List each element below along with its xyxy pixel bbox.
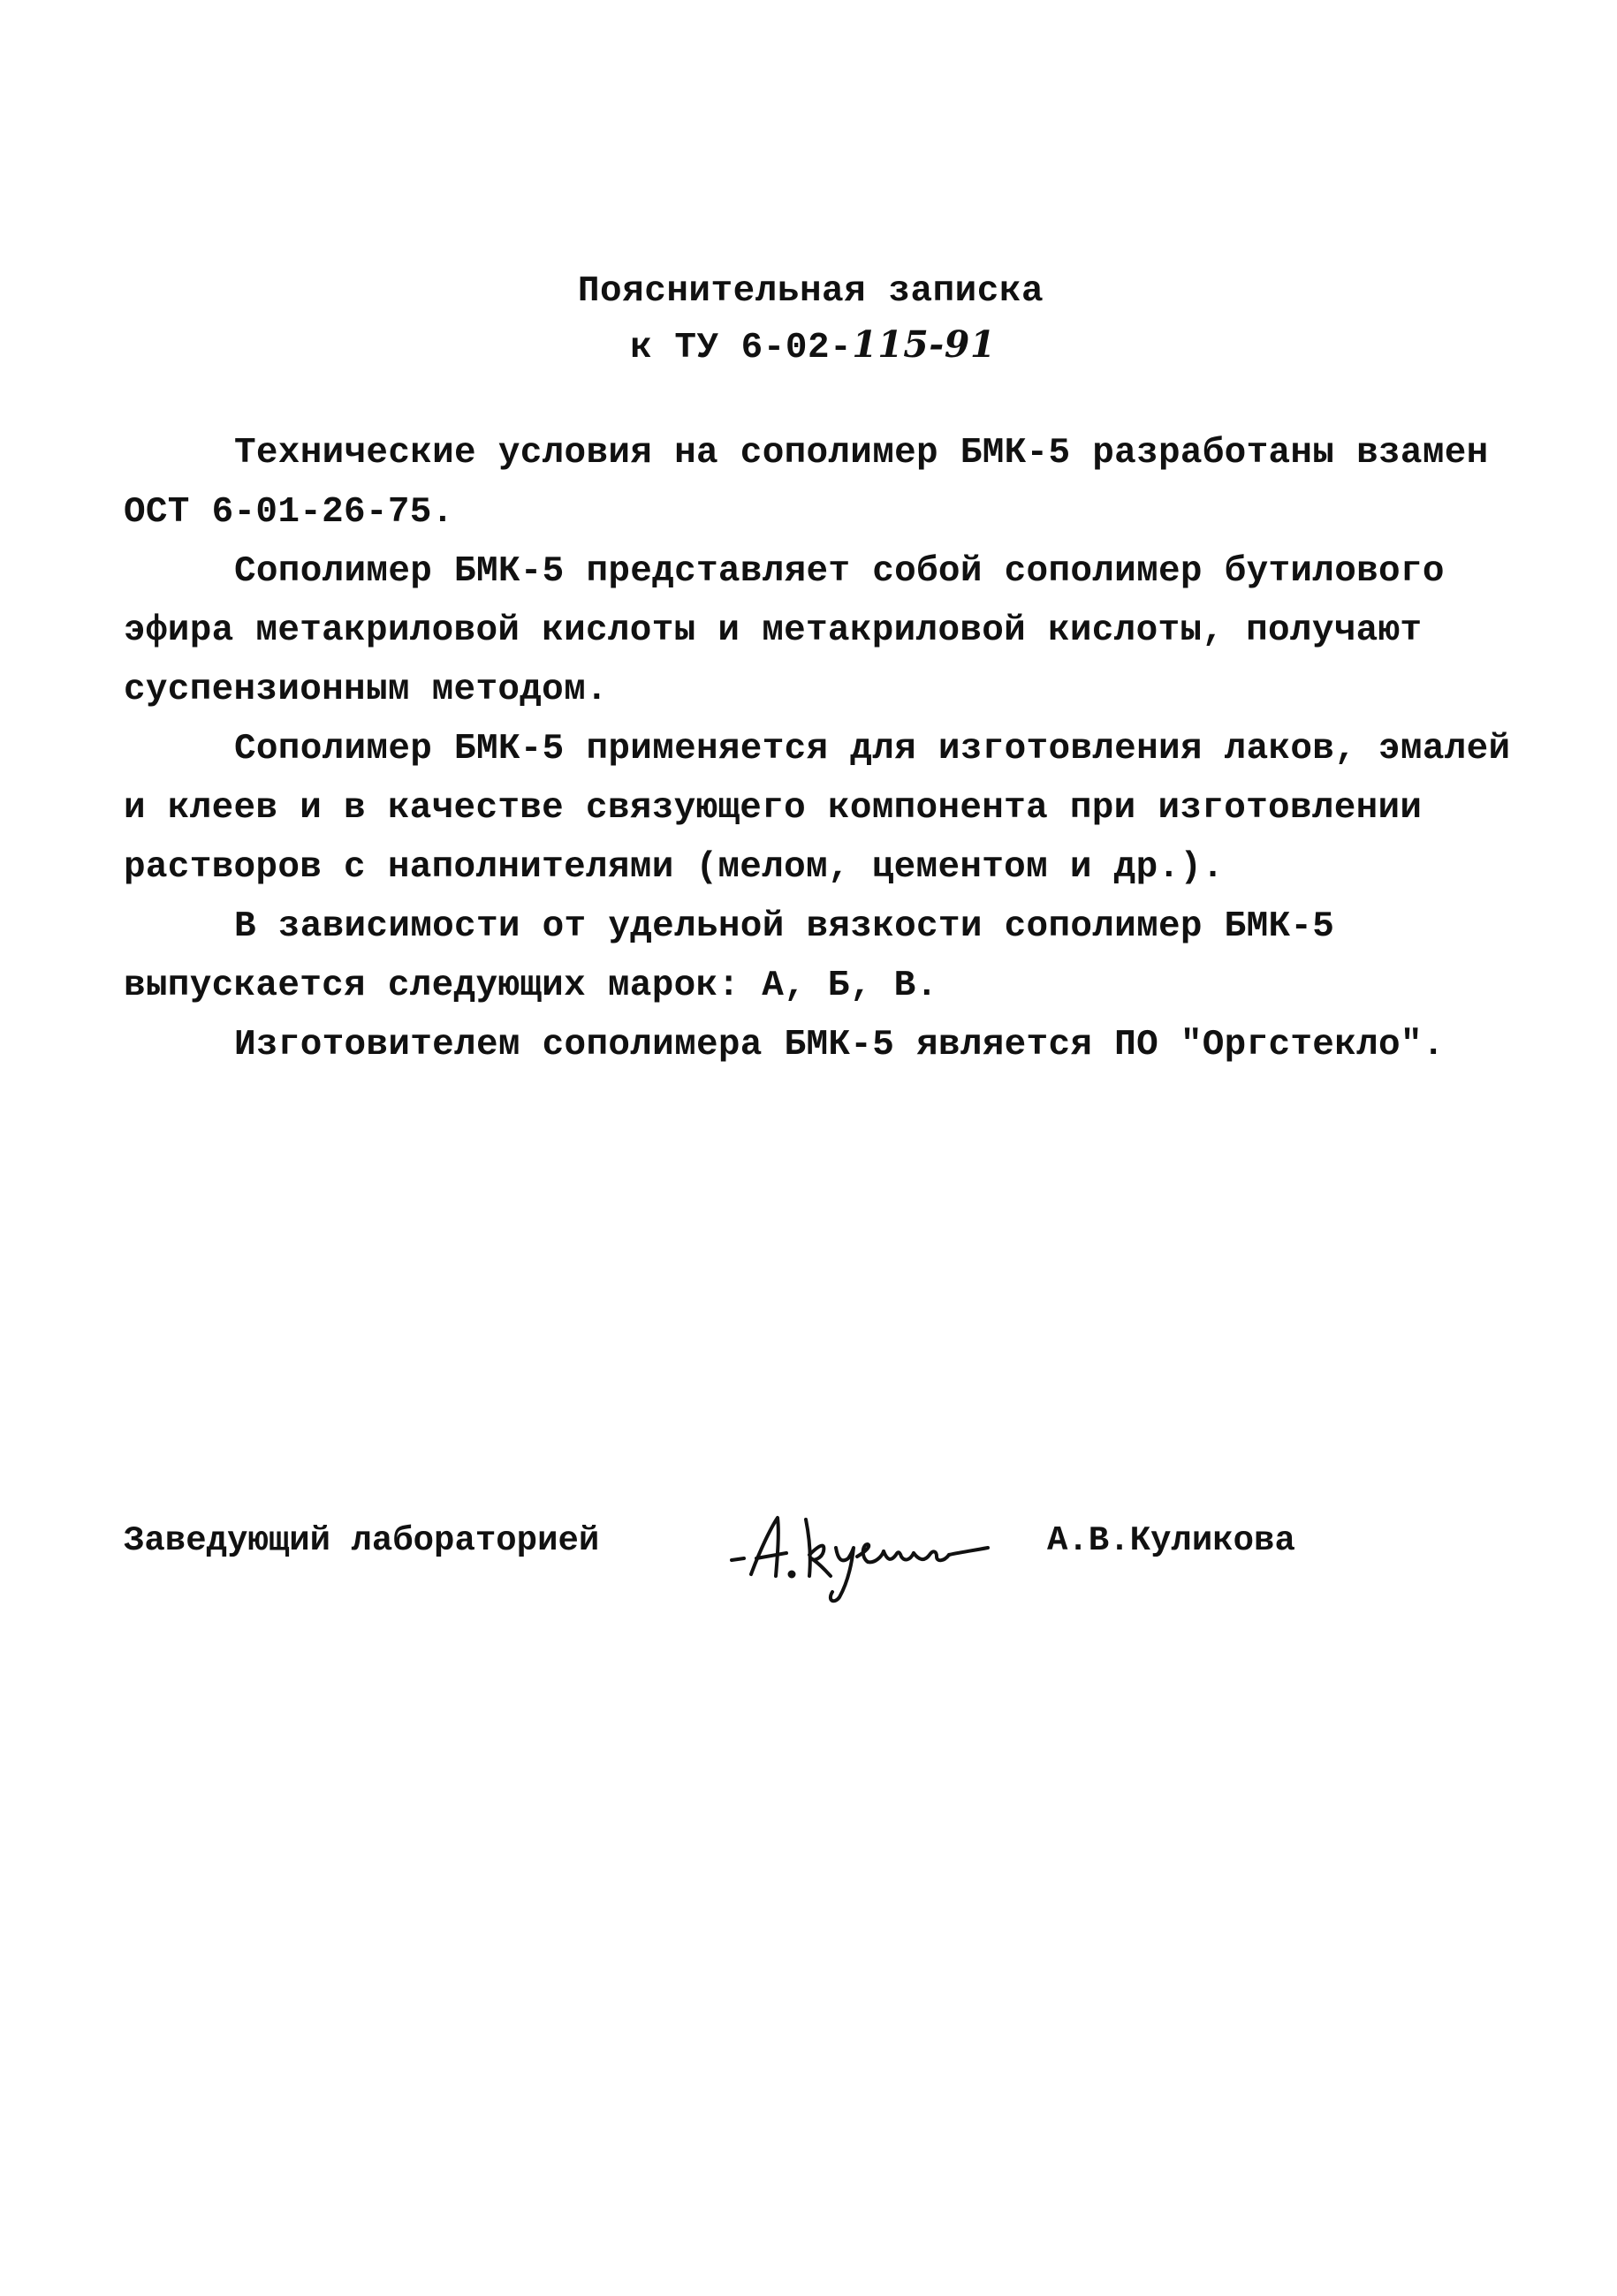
title-line-1: Пояснительная записка <box>577 271 1044 312</box>
document-body <box>124 424 1533 1075</box>
paragraph: Технические условия на сополимер БМК-5 разработаны взамен ОСТ 6-01-26-75. <box>124 433 1511 533</box>
paragraph: Сополимер БМК-5 представляет собой сополимер бутилового эфира метакриловой кислоты и метакриловой кислоты, получают суспензионным методом. <box>124 551 1467 710</box>
handwritten-signature <box>725 1502 998 1608</box>
document-title <box>0 265 1617 375</box>
paragraph: Изготовителем сополимера БМК-5 является ПО "Оргстекло". <box>234 1025 1445 1065</box>
paragraph: В зависимости от удельной вязкости сополимер БМК-5 выпускается следующих марок: А, Б, В. <box>124 906 1357 1006</box>
handwritten-doc-year: -91 <box>929 323 996 366</box>
signatory-role: Заведующий лабораторией <box>124 1521 600 1560</box>
title-line-2 <box>0 318 1617 375</box>
paragraph: Сополимер БМК-5 применяется для изготовления лаков, эмалей и клеев и в качестве связующего компонента при изготовлении растворов с наполнителями (мелом, цементом и др.). <box>124 729 1533 888</box>
handwritten-doc-number: 115 <box>852 323 930 366</box>
title-prefix: к ТУ 6-02- <box>630 328 853 368</box>
signature-block <box>124 1502 1529 1608</box>
signatory-name: А.В.Куликова <box>1047 1521 1295 1560</box>
